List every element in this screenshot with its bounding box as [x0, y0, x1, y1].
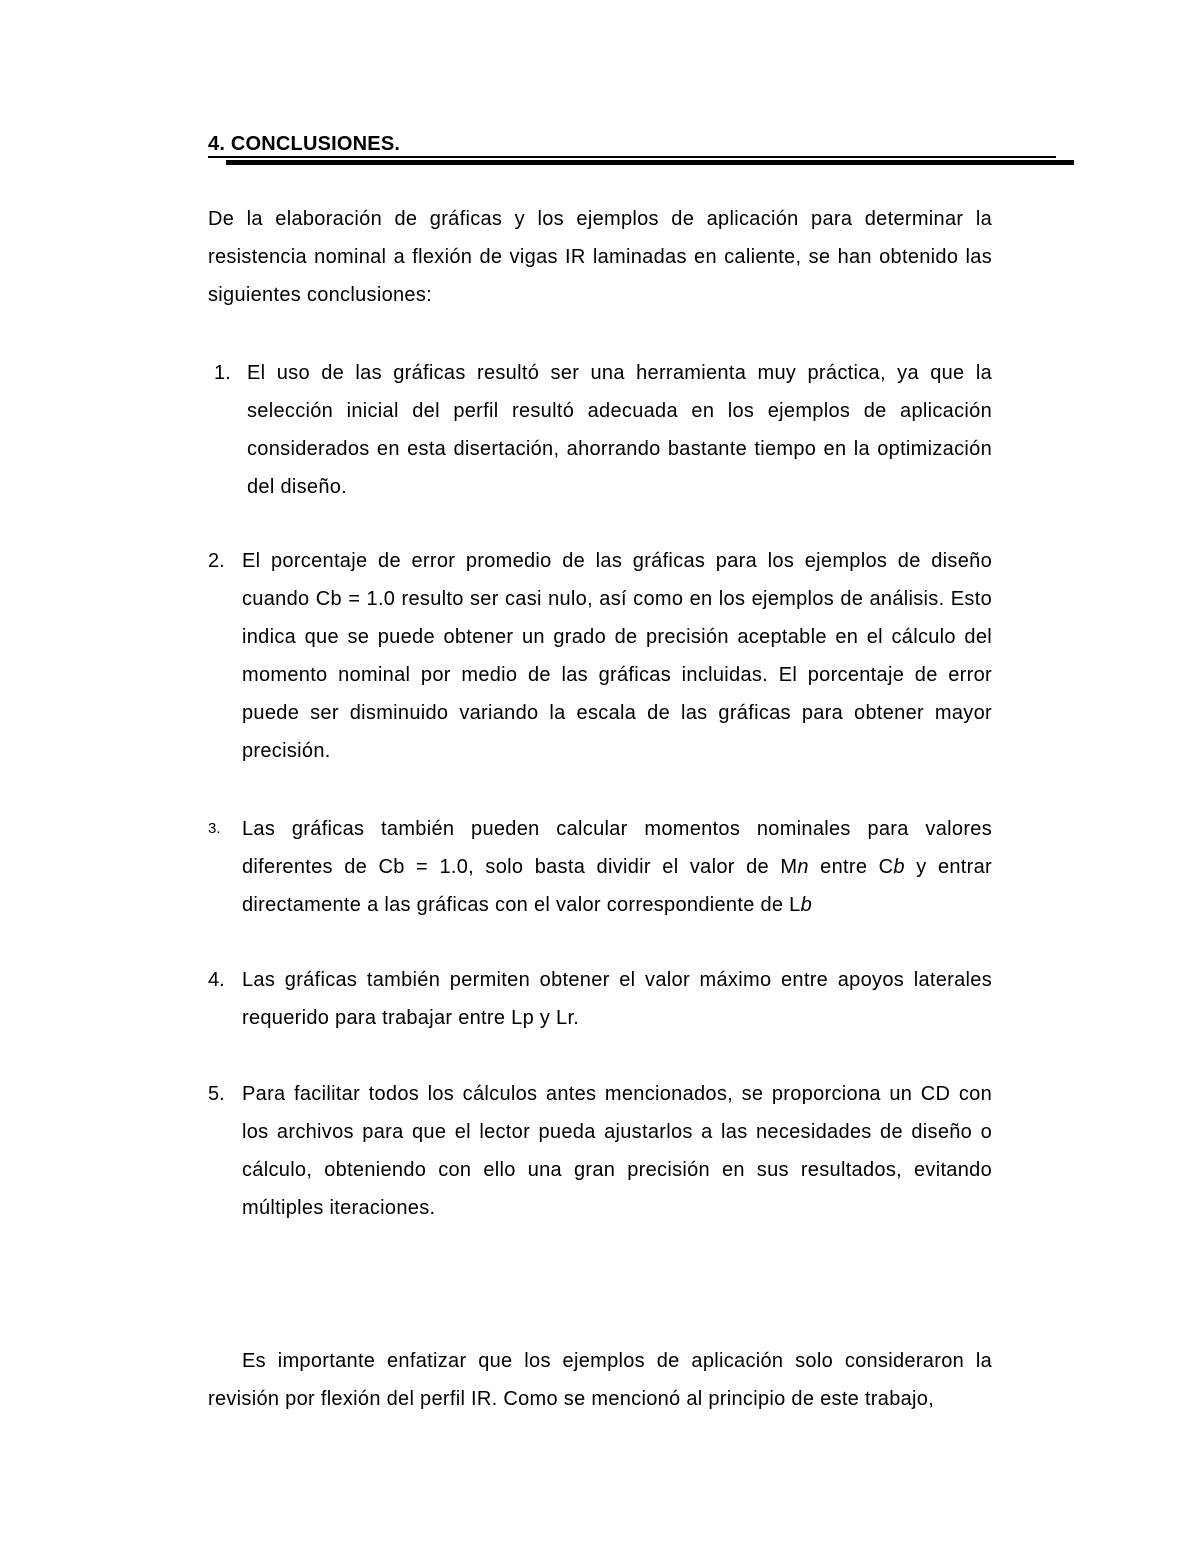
- conclusion-item-1: [208, 354, 992, 506]
- conclusion-item-2: [208, 542, 992, 770]
- item-text-part: entre C: [808, 856, 894, 878]
- heading-rule: [226, 160, 1074, 165]
- item-text: Las gráficas también permiten obtener el valor máximo entre apoyos laterales requerido para trabajar entre Lp y Lr.: [242, 969, 992, 1029]
- item-number: 2.: [208, 550, 225, 572]
- subscript-b: b: [893, 856, 905, 878]
- conclusion-item-4: [208, 961, 992, 1037]
- item-number: 3.: [208, 820, 221, 837]
- item-number: 5.: [208, 1083, 225, 1105]
- subscript-n: n: [797, 856, 809, 878]
- closing-paragraph: Es importante enfatizar que los ejemplos de aplicación solo consideraron la revisión por flexión del perfil IR. Como se mencionó al principio de este trabajo,: [208, 1350, 992, 1410]
- item-number: 4.: [208, 969, 225, 991]
- item-number: 1.: [214, 362, 231, 384]
- conclusion-item-3: [208, 810, 992, 924]
- section-heading: 4. CONCLUSIONES.: [208, 133, 401, 155]
- item-text-part: Las gráficas también pueden calcular momentos nominales para valores diferentes de Cb = 1.0, solo basta dividir el valor de M: [242, 818, 992, 878]
- conclusion-item-5: [208, 1075, 992, 1227]
- heading-underline: [208, 132, 1056, 158]
- item-text: El porcentaje de error promedio de las gráficas para los ejemplos de diseño cuando Cb = 1.0 resulto ser casi nulo, así como en los ejemplos de análisis. Esto indica que se puede obtener un grado de precisión aceptable en el cálculo del momento nominal por medio de las gráficas incluidas. El porcentaje de error puede ser disminuido variando la escala de las gráficas para obtener mayor precisión.: [242, 550, 992, 762]
- subscript-b: b: [800, 894, 813, 916]
- item-text: [242, 810, 992, 924]
- intro-paragraph: De la elaboración de gráficas y los ejemplos de aplicación para determinar la resistencia nominal a flexión de vigas IR laminadas en caliente, se han obtenido las siguientes conclusiones:: [208, 208, 992, 306]
- item-text: El uso de las gráficas resultó ser una herramienta muy práctica, ya que la selección inicial del perfil resultó adecuada en los ejemplos de aplicación considerados en esta disertación, ahorrando bastante tiempo en la optimización del diseño.: [247, 362, 992, 498]
- item-text: Para facilitar todos los cálculos antes mencionados, se proporciona un CD con los archivos para que el lector pueda ajustarlos a las necesidades de diseño o cálculo, obteniendo con ello una gran precisión en sus resultados, evitando múltiples iteraciones.: [242, 1083, 992, 1219]
- item-text-part: y entrar directamente a las gráficas con el valor correspondiente de L: [242, 856, 993, 916]
